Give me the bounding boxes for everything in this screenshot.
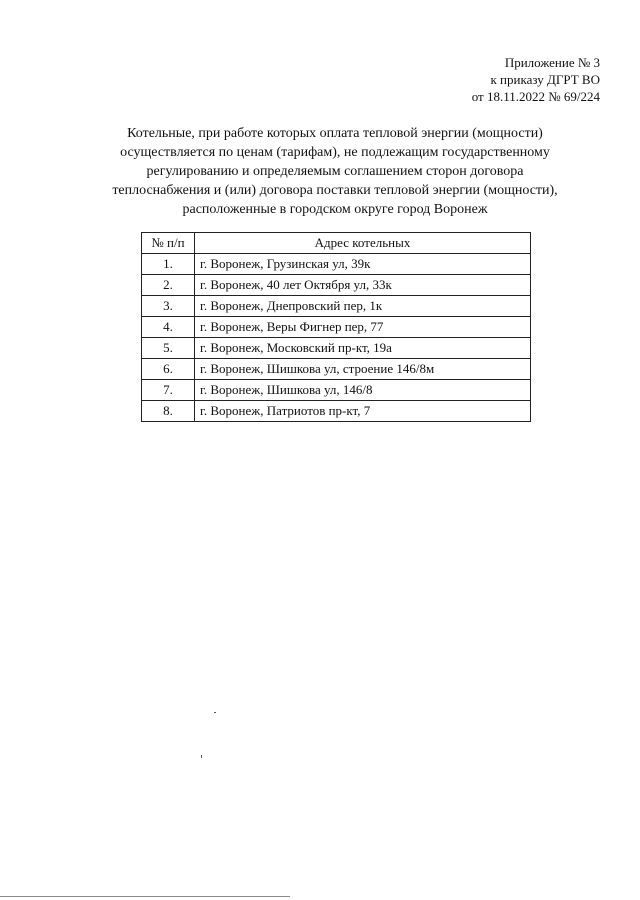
scan-speck [214,712,216,713]
table-row [142,275,531,296]
table-row [142,254,531,275]
table-row [142,338,531,359]
boiler-address-table [141,232,531,422]
row-address: г. Воронеж, Грузинская ул, 39к [195,254,531,275]
order-reference: к приказу ДГРТ ВО [490,72,600,87]
row-address: г. Воронеж, Патриотов пр-кт, 7 [195,401,531,422]
title-line: расположенные в городском округе город Воронеж [182,202,488,217]
document-title [90,124,580,219]
title-line: теплоснабжения и (или) договора поставки тепловой энергии (мощности), [112,183,558,198]
order-date-number: от 18.11.2022 № 69/224 [471,89,600,104]
table-row [142,317,531,338]
title-line: Котельные, при работе которых оплата тепловой энергии (мощности) [127,126,543,141]
row-number: 2. [142,275,195,296]
row-address: г. Воронеж, Веры Фигнер пер, 77 [195,317,531,338]
table-row [142,380,531,401]
table-row [142,296,531,317]
row-number: 7. [142,380,195,401]
row-number: 5. [142,338,195,359]
table-row [142,401,531,422]
row-address: г. Воронеж, Шишкова ул, 146/8 [195,380,531,401]
column-header-address: Адрес котельных [195,233,531,254]
row-number: 1. [142,254,195,275]
title-line: регулированию и определяемым соглашением сторон договора [146,164,524,179]
row-address: г. Воронеж, 40 лет Октября ул, 33к [195,275,531,296]
row-address: г. Воронеж, Днепровский пер, 1к [195,296,531,317]
row-number: 6. [142,359,195,380]
column-header-number: № п/п [142,233,195,254]
attachment-number: Приложение № 3 [504,55,600,70]
row-number: 8. [142,401,195,422]
table-row [142,359,531,380]
scan-speck [201,755,202,758]
row-address: г. Воронеж, Шишкова ул, строение 146/8м [195,359,531,380]
attachment-reference [472,54,600,105]
table-header-row [142,233,531,254]
row-number: 4. [142,317,195,338]
row-number: 3. [142,296,195,317]
footer-rule [0,896,290,897]
title-line: осуществляется по ценам (тарифам), не подлежащим государственному [120,145,550,160]
row-address: г. Воронеж, Московский пр-кт, 19а [195,338,531,359]
